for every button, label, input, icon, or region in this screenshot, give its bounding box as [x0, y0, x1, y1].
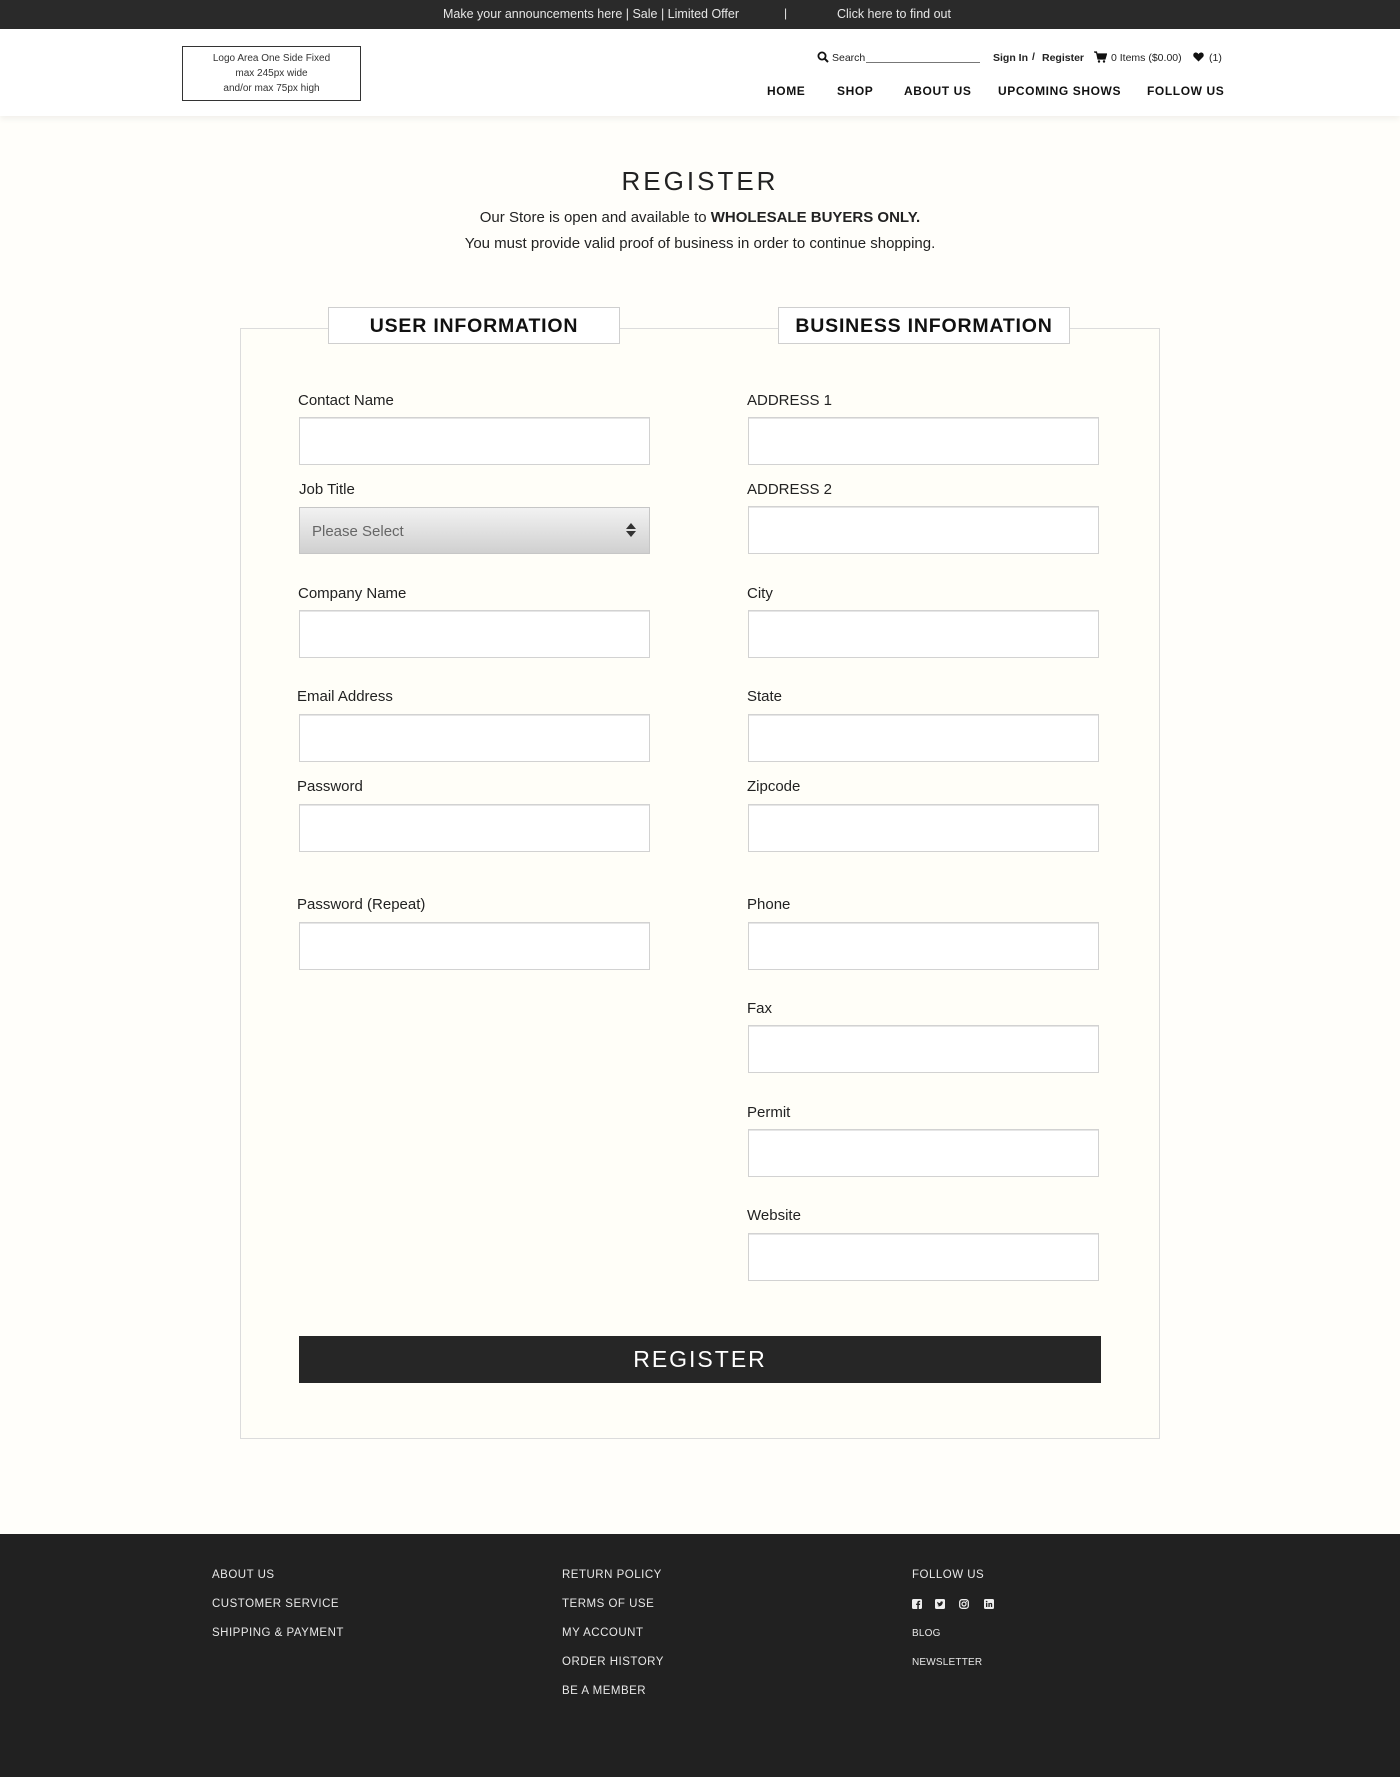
- search-label: Search: [832, 52, 866, 64]
- footer-link-be-a-member[interactable]: BE A MEMBER: [562, 1685, 647, 1697]
- utility-bar: [817, 50, 1221, 66]
- facebook-icon[interactable]: [912, 1599, 922, 1609]
- footer-link-order-history[interactable]: ORDER HISTORY: [562, 1656, 664, 1668]
- linkedin-icon[interactable]: [984, 1599, 994, 1609]
- nav-item-about-us[interactable]: ABOUT US: [904, 84, 972, 98]
- nav-item-upcoming-shows[interactable]: UPCOMING SHOWS: [998, 84, 1122, 98]
- footer-link-terms-of-use[interactable]: TERMS OF USE: [562, 1598, 655, 1610]
- state-input[interactable]: [748, 714, 1099, 762]
- permit-label: Permit: [747, 1104, 791, 1121]
- zipcode-input[interactable]: [748, 804, 1099, 852]
- footer-link-newsletter[interactable]: NEWSLETTER: [912, 1657, 983, 1668]
- password-repeat-input[interactable]: [299, 922, 650, 970]
- fax-input[interactable]: [748, 1025, 1099, 1073]
- zipcode-label: Zipcode: [747, 778, 801, 795]
- logo-line-3: and/or max 75px high: [223, 83, 320, 94]
- company-name-label: Company Name: [298, 585, 407, 602]
- cart-icon[interactable]: [1094, 51, 1107, 63]
- search-icon[interactable]: [817, 51, 829, 63]
- announcement-separator: |: [784, 6, 788, 20]
- intro-line-1: [0, 209, 1400, 226]
- address2-input[interactable]: [748, 506, 1099, 554]
- footer-link-blog[interactable]: BLOG: [912, 1628, 941, 1639]
- intro-bold: WHOLESALE BUYERS ONLY.: [710, 209, 921, 226]
- select-arrows-icon: [625, 522, 637, 538]
- logo-line-2: max 245px wide: [235, 68, 308, 79]
- state-label: State: [747, 688, 783, 705]
- business-info-heading: BUSINESS INFORMATION: [778, 307, 1070, 344]
- phone-label: Phone: [747, 896, 791, 913]
- register-link[interactable]: Register: [1042, 52, 1085, 64]
- address1-label: ADDRESS 1: [747, 392, 833, 409]
- twitter-icon[interactable]: [935, 1599, 945, 1609]
- city-label: City: [747, 585, 773, 602]
- logo-line-1: Logo Area One Side Fixed: [212, 53, 331, 64]
- announcement-cta-link[interactable]: Click here to find out: [837, 7, 951, 21]
- sign-in-link[interactable]: Sign In: [993, 52, 1028, 64]
- nav-item-home[interactable]: HOME: [767, 84, 806, 98]
- heart-icon[interactable]: [1193, 52, 1204, 62]
- nav-item-follow-us[interactable]: FOLLOW US: [1147, 84, 1225, 98]
- instagram-icon[interactable]: [959, 1599, 969, 1609]
- password-input[interactable]: [299, 804, 650, 852]
- email-label: Email Address: [297, 688, 393, 705]
- footer-follow-heading: FOLLOW US: [912, 1569, 985, 1581]
- intro-prefix: Our Store is open and available to: [479, 209, 711, 226]
- email-input[interactable]: [299, 714, 650, 762]
- intro-line-2: You must provide valid proof of business in order to continue shopping.: [464, 235, 936, 252]
- cart-summary[interactable]: 0 Items ($0.00): [1111, 52, 1182, 64]
- page-title: REGISTER: [621, 166, 779, 196]
- website-label: Website: [747, 1207, 801, 1224]
- user-info-heading: USER INFORMATION: [328, 307, 620, 344]
- contact-name-label: Contact Name: [298, 392, 394, 409]
- sign-in-separator: /: [1032, 51, 1035, 63]
- address2-label: ADDRESS 2: [747, 481, 833, 498]
- job-title-select[interactable]: [299, 507, 650, 554]
- footer-link-shipping-payment[interactable]: SHIPPING & PAYMENT: [212, 1627, 344, 1639]
- company-name-input[interactable]: [299, 610, 650, 658]
- footer-link-about-us[interactable]: ABOUT US: [212, 1569, 275, 1581]
- nav-item-shop[interactable]: SHOP: [837, 84, 874, 98]
- search-input[interactable]: [866, 62, 980, 63]
- fax-label: Fax: [747, 1000, 773, 1017]
- footer-link-my-account[interactable]: MY ACCOUNT: [562, 1627, 644, 1639]
- city-input[interactable]: [748, 610, 1099, 658]
- password-label: Password: [297, 778, 363, 795]
- contact-name-input[interactable]: [299, 417, 650, 465]
- footer-link-customer-service[interactable]: CUSTOMER SERVICE: [212, 1598, 340, 1610]
- job-title-value: Please Select: [312, 523, 404, 540]
- site-header: [0, 29, 1400, 116]
- announcement-bar: [0, 0, 1400, 29]
- announcement-message: Make your announcements here | Sale | Limited Offer: [443, 7, 740, 21]
- permit-input[interactable]: [748, 1129, 1099, 1177]
- logo[interactable]: [182, 46, 361, 101]
- phone-input[interactable]: [748, 922, 1099, 970]
- site-footer: [0, 1534, 1400, 1777]
- address1-input[interactable]: [748, 417, 1099, 465]
- wishlist-count[interactable]: (1): [1209, 52, 1222, 64]
- job-title-label: Job Title: [299, 481, 355, 498]
- footer-link-return-policy[interactable]: RETURN POLICY: [562, 1569, 662, 1581]
- register-button[interactable]: REGISTER: [299, 1336, 1101, 1383]
- password-repeat-label: Password (Repeat): [297, 896, 426, 913]
- website-input[interactable]: [748, 1233, 1099, 1281]
